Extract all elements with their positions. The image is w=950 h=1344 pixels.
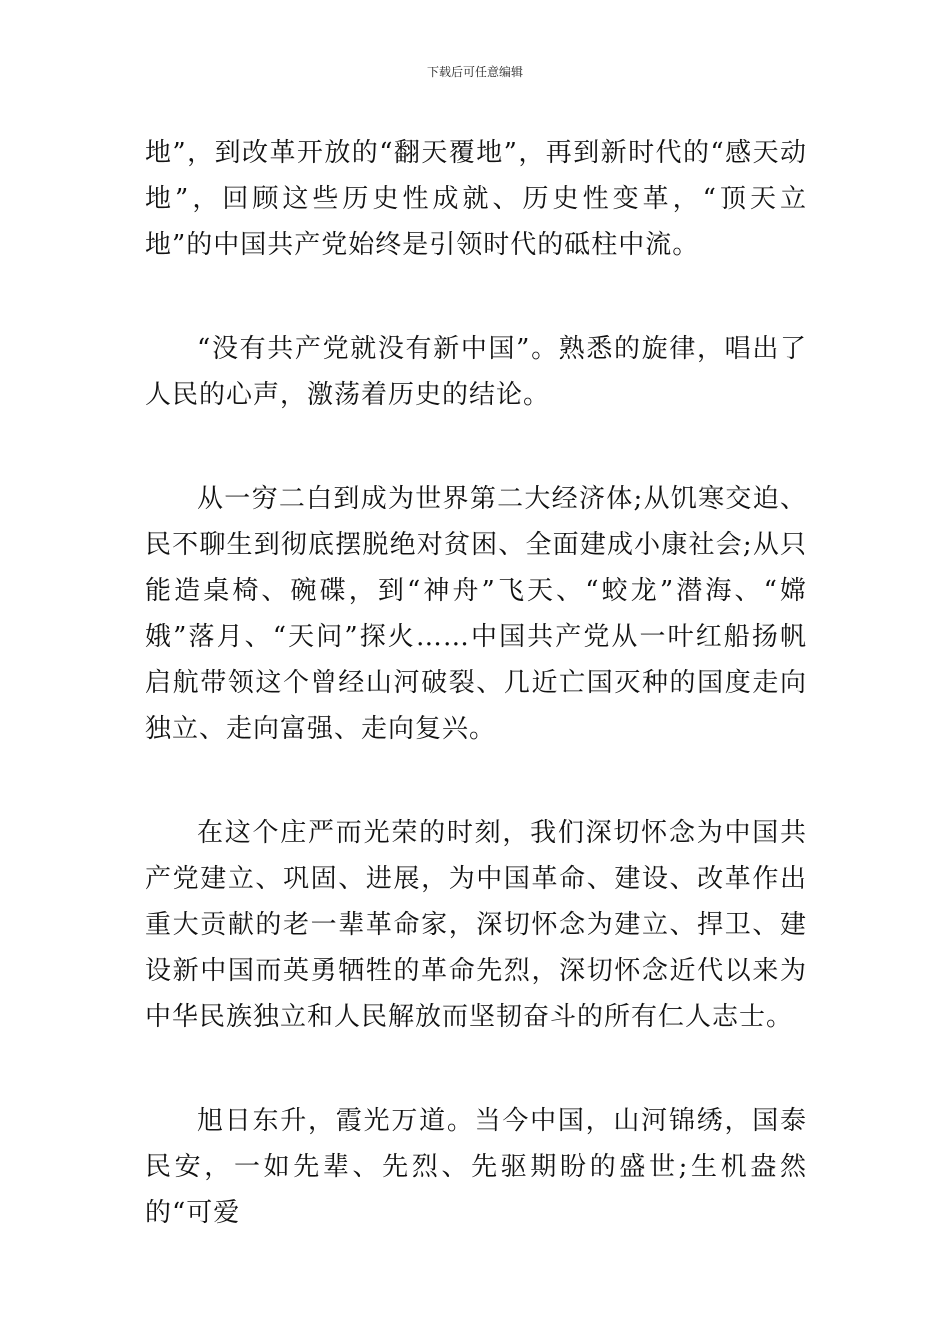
paragraph-gap <box>145 268 807 326</box>
paragraph-song-quote: “没有共产党就没有新中国”。熟悉的旋律，唱出了人民的心声，激荡着历史的结论。 <box>145 334 807 410</box>
paragraph-gap <box>145 418 807 476</box>
paragraph-gap <box>145 1040 807 1098</box>
document-body <box>145 130 807 1236</box>
paragraph-gap <box>145 752 807 810</box>
paragraph-achievements: 从一穷二白到成为世界第二大经济体;从饥寒交迫、民不聊生到彻底摆脱绝对贫困、全面建成小康社会;从只能造桌椅、碗碟，到“神舟”飞天、“蛟龙”潜海、“嫦娥”落月、“天问”探火……中国共产党从一叶红船扬帆启航带领这个曾经山河破裂、几近亡国灭种的国度走向独立、走向富强、走向复兴。 <box>145 484 807 744</box>
paragraph-rising-sun: 旭日东升，霞光万道。当今中国，山河锦绣，国泰民安，一如先辈、先烈、先驱期盼的盛世;生机盎然的“可爱 <box>145 1106 807 1228</box>
paragraph-remembrance: 在这个庄严而光荣的时刻，我们深切怀念为中国共产党建立、巩固、进展，为中国革命、建设、改革作出重大贡献的老一辈革命家，深切怀念为建立、捍卫、建设新中国而英勇牺牲的革命先烈，深切怀念近代以来为中华民族独立和人民解放而坚韧奋斗的所有仁人志士。 <box>145 818 807 1032</box>
paragraph-continuation: 地”，到改革开放的“翻天覆地”，再到新时代的“感天动地”，回顾这些历史性成就、历史性变革，“顶天立地”的中国共产党始终是引领时代的砥柱中流。 <box>145 138 807 260</box>
page-header: 下载后可任意编辑 <box>426 65 523 79</box>
